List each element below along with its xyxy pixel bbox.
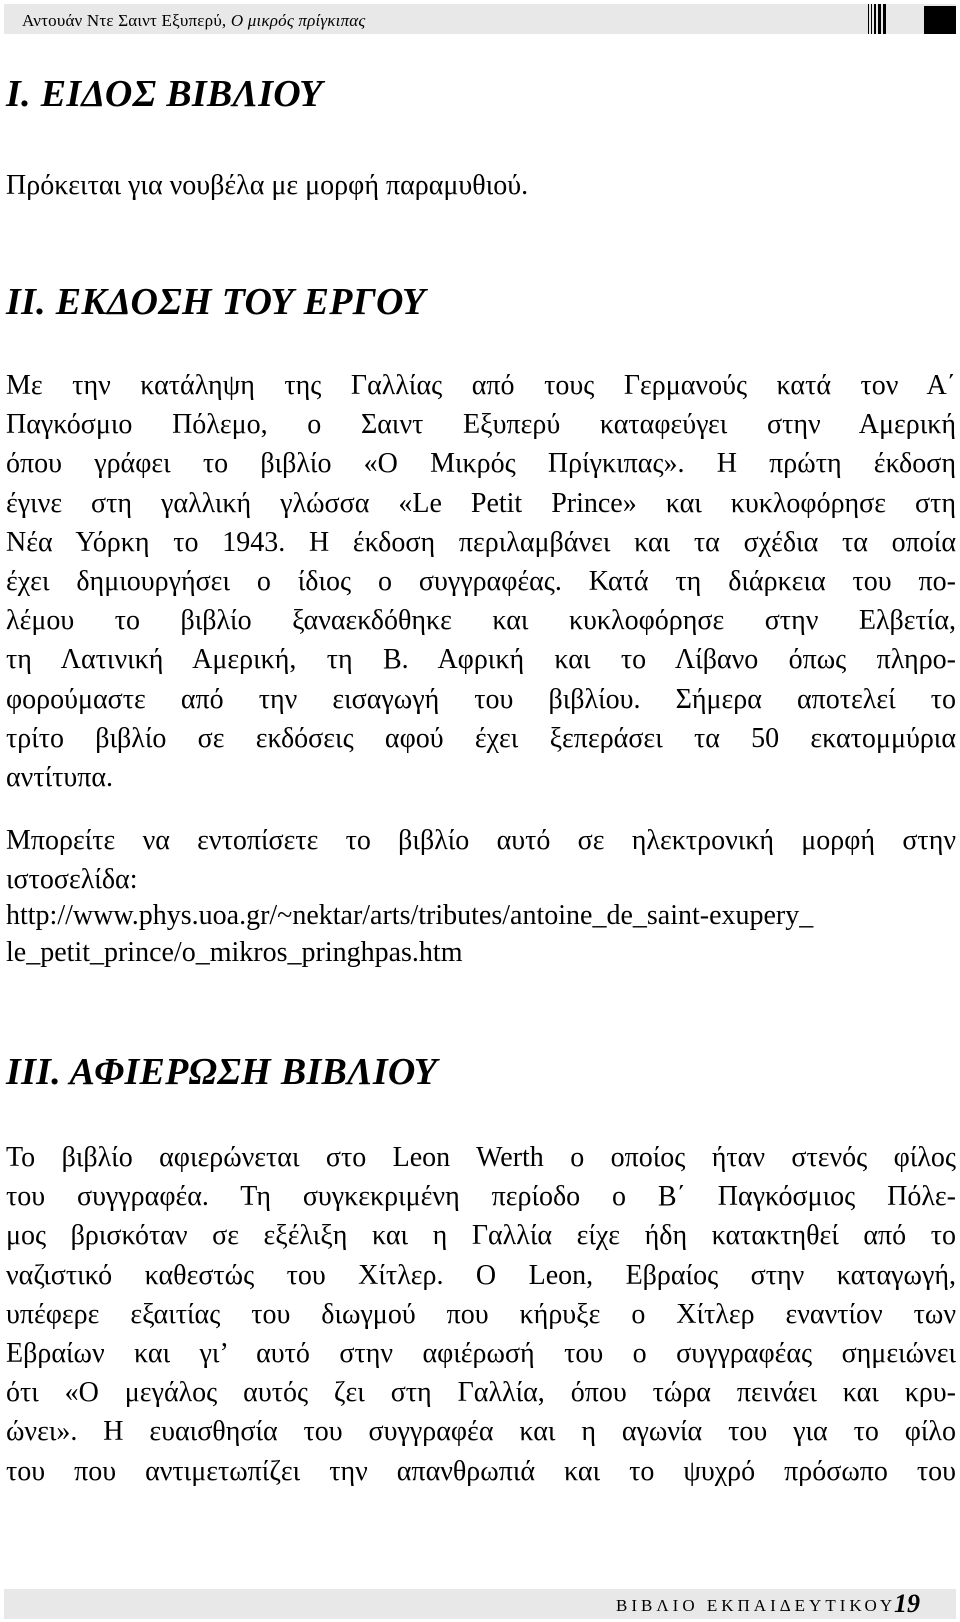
text-line: έχει δημιουργήσει ο ίδιος ο συγγραφέας. Κατά τη διάρκεια του πο- (6, 566, 956, 598)
running-header (4, 4, 956, 34)
header-author: Αντουάν Ντε Σαιντ Εξυπερύ, (22, 11, 231, 30)
text-line: όπου γράφει το βιβλίο «Ο Μικρός Πρίγκιπας». Η πρώτη έκδοση (6, 448, 956, 480)
footer-label: ΒΙΒΛΙΟ ΕΚΠΑΙΔΕΥΤΙΚΟΥ (616, 1596, 897, 1615)
text-line: ότι «Ο μεγάλος αυτός ζει στη Γαλλία, όπου τώρα πεινάει και κρυ- (6, 1377, 956, 1409)
section-title-dedication: ΙΙΙ. ΑΦΙΕΡΩΣΗ ΒΙΒΛΙΟΥ (6, 1051, 438, 1093)
text-line: Πρόκειται για νουβέλα με μορφή παραμυθιού. (6, 170, 529, 201)
text-line: Νέα Υόρκη το 1943. Η έκδοση περιλαμβάνει και τα σχέδια τα οποία (6, 526, 956, 558)
text-line: του συγγραφέα. Τη συγκεκριμένη περίοδο ο Β΄ Παγκόσμιος Πόλε- (6, 1181, 956, 1213)
url-line[interactable]: http://www.phys.uoa.gr/~nektar/arts/tributes/antoine_de_saint-exupery_ (6, 900, 814, 931)
book-url[interactable] (6, 897, 956, 971)
text-line: έγινε στη γαλλική γλώσσα «Le Petit Prince» και κυκλοφόρησε στη (6, 487, 956, 519)
text-line: του που αντιμετωπίζει την απανθρωπιά και το ψυχρό πρόσωπο του (6, 1455, 956, 1487)
running-footer (4, 1589, 956, 1619)
text-line: Παγκόσμιο Πόλεμο, ο Σαιντ Εξυπερύ καταφεύγει στην Αμερική (6, 409, 956, 441)
text-line: ιστοσελίδα: (6, 864, 138, 896)
text-line: λέμου το βιβλίο ξαναεκδόθηκε και κυκλοφόρησε στην Ελβετία, (6, 605, 956, 637)
paragraph-edition (6, 366, 956, 797)
paragraph-online (6, 821, 956, 899)
paragraph-dedication (6, 1138, 956, 1491)
text-line: Μπορείτε να εντοπίσετε το βιβλίο αυτό σε ηλεκτρονική μορφή στην (6, 825, 956, 856)
text-line: Με την κατάληψη της Γαλλίας από τους Γερμανούς κατά τον Α΄ (6, 370, 956, 401)
section-title-genre: Ι. ΕΙΔΟΣ ΒΙΒΛΙΟΥ (6, 73, 323, 115)
text-line: ώνει». Η ευαισθησία του συγγραφέα και η αγωνία του για το φίλο (6, 1416, 956, 1448)
text-line: αντίτυπα. (6, 762, 114, 794)
text-line: Το βιβλίο αφιερώνεται στο Leon Werth ο οποίος ήταν στενός φίλος (6, 1142, 956, 1173)
header-title (22, 11, 366, 31)
url-line[interactable]: le_petit_prince/o_mikros_pringhpas.htm (6, 937, 463, 968)
text-line: μος βρισκόταν σε εξέλιξη και η Γαλλία είχε ήδη κατακτηθεί από το (6, 1220, 956, 1252)
text-line: τη Λατινική Αμερική, τη Β. Αφρική και το Λίβανο όπως πληρο- (6, 644, 956, 676)
text-line: υπέφερε εξαιτίας του διωγμού που κήρυξε ο Χίτλερ εναντίον των (6, 1298, 956, 1330)
text-line: τρίτο βιβλίο σε εκδόσεις αφού έχει ξεπεράσει τα 50 εκατομμύρια (6, 722, 956, 754)
section-title-edition: ΙΙ. ΕΚΔΟΣΗ ΤΟΥ ΕΡΓΟΥ (6, 281, 426, 323)
text-line: Εβραίων και γι’ αυτό στην αφιέρωσή του ο συγγραφέας σημειώνει (6, 1338, 956, 1370)
page-number: 19 (894, 1589, 920, 1618)
text-line: ναζιστικό καθεστώς του Χίτλερ. Ο Leon, Εβραίος στην καταγωγή, (6, 1259, 956, 1291)
header-black-block (924, 6, 956, 34)
paragraph-genre (6, 166, 956, 205)
text-line: φορούμαστε από την εισαγωγή του βιβλίου. Σήμερα αποτελεί το (6, 683, 956, 715)
header-book-title: Ο μικρός πρίγκιπας (230, 11, 366, 30)
